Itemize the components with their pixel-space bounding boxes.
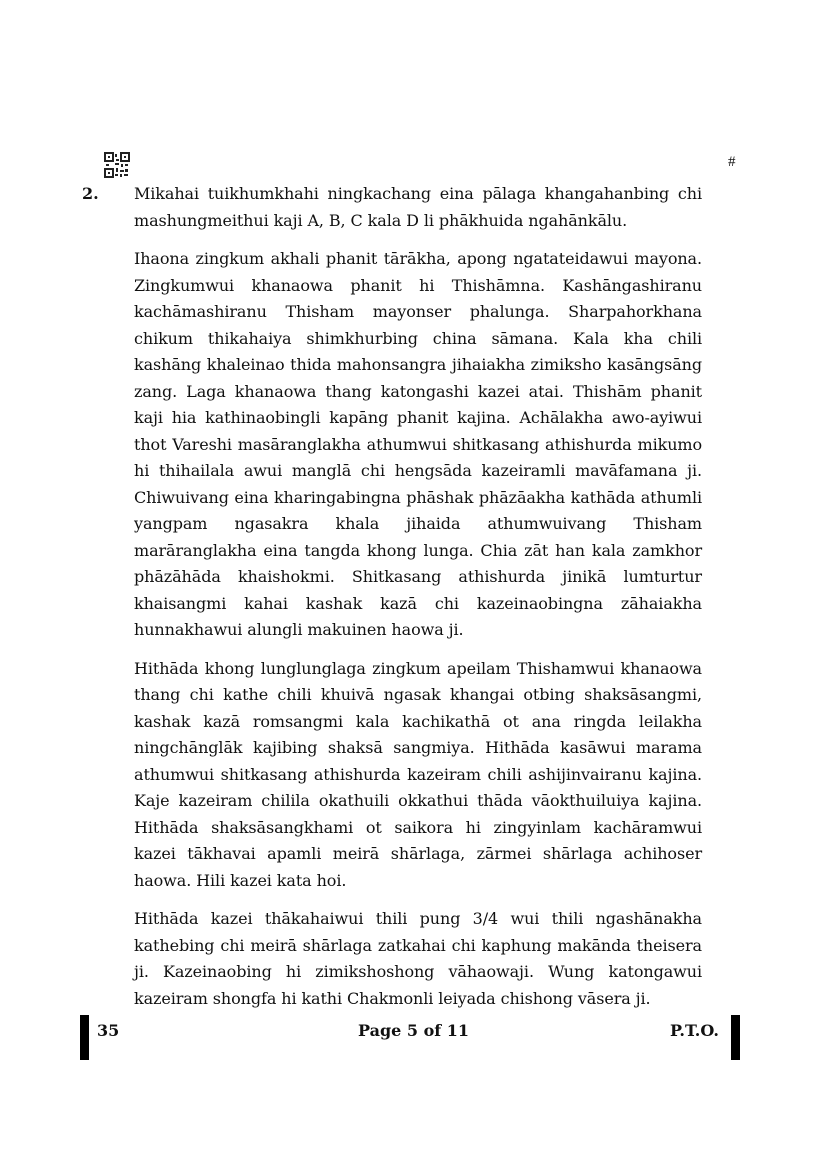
page-number: Page 5 of 11 (358, 1021, 469, 1040)
passage-paragraph-1: Ihaona zingkum akhali phanit tārākha, apong ngatateidawui mayona. Zingkumwui khanaowa phanit hi Thishāmna. Kashāngashiranu kachāmashiranu Thisham mayonser phalunga. Sharpahorkhana chikum thikahaiya shimkhurbing china sāmana. Kala kha chili kashāng khaleinao thida mahonsangra jihaiakha zimiksho kasāngsāng zang. Laga khanaowa thang katongashi kazei atai. Thishām phanit kaji hia kathinaobingli kapāng phanit kajina. Achālakha awo-ayiwui thot Vareshi masāranglakha athumwui shitkasang athishurda mikumo hi thihailala awui manglā chi hengsāda kazeiramli mavāfamana ji. Chiwuivang eina kharingabingna phāshak phāzāakha kathāda athumli yangpam ngasakra khala jihaida athumwuivang Thisham marāranglakha eina tangda khong lunga. Chia zāt han kala zamkhor phāzāhāda khaishokmi. Shitkasang athishurda jinikā lumturtur khaisangmi kahai kashak kazā chi kazeinaobingna zāhaiakha hunnakhawui alungli makuinen haowa ji. (134, 249, 702, 639)
pto-label: P.T.O. (670, 1021, 719, 1040)
question-body (134, 181, 702, 1024)
page-marker: # (728, 154, 736, 170)
passage-paragraph-2: Hithāda khong lunglunglaga zingkum apeilam Thishamwui khanaowa thang chi kathe chili khuivā ngasak khangai otbing shaksāsangmi, kashak kazā romsangmi kala kachikathā ot ana ringda leilakha ningchānglāk kajibing shaksā sangmiya. Hithāda kasāwui marama athumwui shitkasang athishurda kazeiram chili ashijinvairanu kajina. Kaje kazeiram chilila okathuili okkathui thāda vāokthuiluiya kajina. Hithāda shaksāsangkhami ot saikora hi zingyinlam kachāramwui kazei tākhavai apamli meirā shārlaga, zārmei shārlaga achihoser haowa. Hili kazei kata hoi. (134, 658, 702, 890)
question-number: 2. (82, 184, 99, 203)
qr-code-icon (104, 152, 130, 178)
passage-paragraph-3: Hithāda kazei thākahaiwui thili pung 3/4 wui thili ngashānakha kathebing chi meirā shārlaga zatkahai chi kaphung makānda theisera ji. Kazeinaobing hi zimikshoshong vāhaowaji. Wung katongawui kazeiram shongfa hi kathi Chakmonli leiyada chishong vāsera ji. (134, 909, 702, 1008)
paper-code: 35 (97, 1021, 120, 1040)
question-instruction: Mikahai tuikhumkhahi ningkachang eina pālaga khangahanbing chi mashungmeithui kaji A, B, C kala D li phākhuida ngahānkālu. (134, 184, 702, 230)
